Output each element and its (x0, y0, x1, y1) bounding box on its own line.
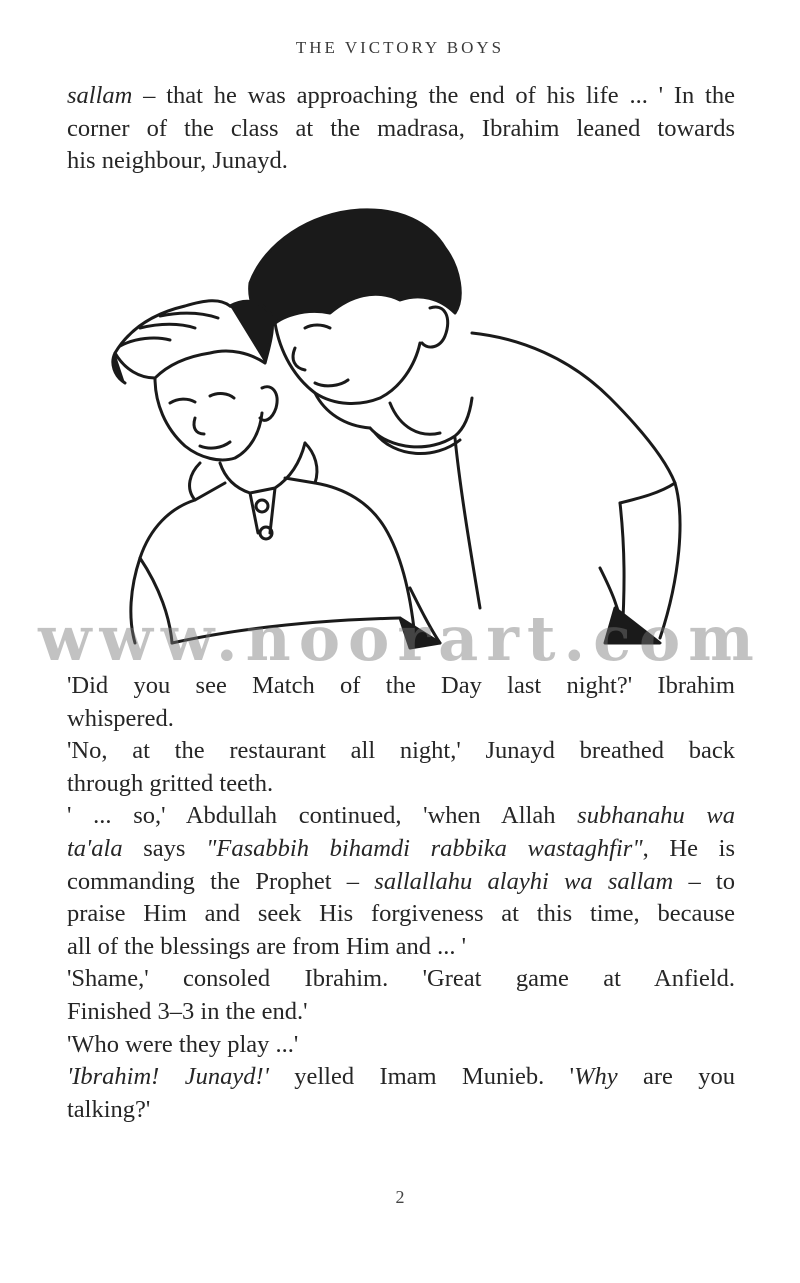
page-number: 2 (395, 1187, 405, 1207)
running-head: THE VICTORY BOYS (295, 38, 505, 57)
top-paragraph (67, 80, 735, 178)
text-line: 'Did you see Match of the Day last night?' Ibrahim (67, 672, 735, 699)
shirt-button (256, 500, 268, 512)
text-line: his neighbour, Junayd. (67, 147, 288, 175)
older-boy-shirt (472, 333, 675, 503)
boys-illustration (100, 188, 700, 658)
text-line (67, 833, 735, 866)
text-line: 'Who were they play ...' (67, 1030, 299, 1058)
italic-text: Why (574, 1063, 618, 1091)
text-line: whispered. (67, 704, 174, 732)
text-span: ' ... so,' Abdullah continued, 'when Allah (67, 802, 578, 830)
text-span: , He is (642, 834, 735, 862)
text-line: 'Shame,' consoled Ibrahim. 'Great game at Anfield. (67, 965, 735, 993)
text-line: Finished 3–3 in the end.' (67, 997, 308, 1025)
text-line: all of the blessings are from Him and ... ' (67, 932, 467, 960)
text-line (67, 80, 735, 113)
dialogue-block (67, 670, 735, 1126)
text-span: – that he was approaching the end of his life ... ' In the (132, 82, 735, 109)
italic-text: "Fasabbih bihamdi rabbika wastaghfir" (206, 834, 643, 862)
text-line: 'No, at the restaurant all night,' Junayd breathed back (67, 737, 735, 765)
text-span: yelled Imam Munieb. ' (268, 1063, 575, 1091)
italic-text: ta'ala (67, 834, 123, 862)
older-boy-face (275, 323, 420, 403)
text-span: – to (673, 867, 735, 895)
older-boy-hair (250, 210, 461, 328)
watermark: www.noorart.com (38, 604, 762, 674)
text-span: are you (617, 1063, 735, 1091)
text-line (67, 866, 735, 899)
italic-text: 'Ibrahim! Junayd!' (67, 1063, 269, 1091)
text-line (67, 1061, 735, 1094)
text-line: corner of the class at the madrasa, Ibrahim leaned towards (67, 114, 735, 142)
text-span: commanding the Prophet – (67, 867, 375, 895)
younger-boy-collar (220, 443, 305, 493)
text-line (67, 800, 735, 833)
italic-text: sallallahu alayhi wa sallam (374, 867, 674, 895)
text-line: through gritted teeth. (67, 769, 274, 797)
text-line: praise Him and seek His forgiveness at this time, because (67, 900, 735, 928)
text-line: talking?' (67, 1095, 151, 1123)
italic-text: subhanahu wa (577, 802, 735, 830)
italic-text: sallam (67, 82, 133, 109)
text-span: says (122, 834, 207, 862)
